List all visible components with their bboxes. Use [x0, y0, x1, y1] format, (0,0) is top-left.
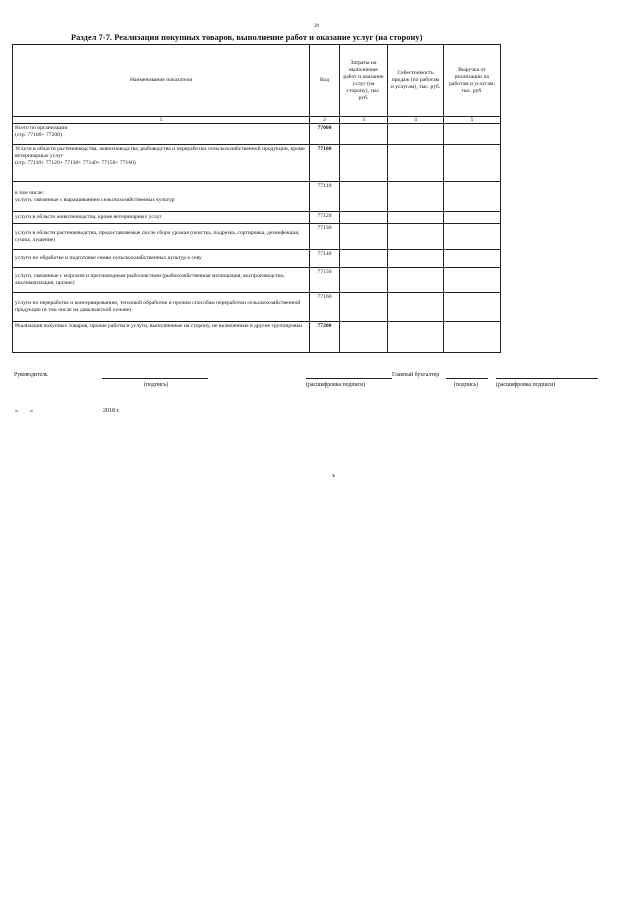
row-code: 77140 [310, 250, 340, 268]
costs-cell[interactable] [340, 124, 388, 145]
cost-of-sales-cell[interactable] [388, 145, 444, 182]
row-name: Услуги в области растениеводства, животноводства, рыбоводства и переработки сельскохозяйственной продукции, кроме ветеринарных услуг (стр. 77110+ 77120+ 77130+ 77140+ 77150+ 77160) [13, 145, 310, 182]
cost-of-sales-cell[interactable] [388, 182, 444, 212]
section-title: Раздел 7-7. Реализация покупных товаров, выполнение работ и оказание услуг (на сторону) [71, 33, 423, 42]
row-code: 77000 [310, 124, 340, 145]
table-row [13, 293, 501, 322]
chief-accountant-label: Главный бухгалтер [392, 372, 440, 378]
column-number: 1 [13, 117, 310, 124]
column-number-row [13, 117, 501, 124]
row-code: 77100 [310, 145, 340, 182]
revenue-cell[interactable] [444, 212, 501, 224]
costs-cell[interactable] [340, 268, 388, 293]
header-cost-of-sales: Себестоимость продаж (по работам и услугам), тыс. руб. [388, 45, 444, 117]
table-row [13, 268, 501, 293]
costs-cell[interactable] [340, 224, 388, 250]
date-year: 2018 г. [103, 408, 120, 414]
header-costs: Затраты на выполнение работ и оказание услуг (на сторону), тыс. руб. [340, 45, 388, 117]
row-name: в том числе: услуги, связанные с выращиванием сельскохозяйственных культур [13, 182, 310, 212]
table-header-row [13, 45, 501, 117]
report-table [12, 44, 501, 353]
revenue-cell[interactable] [444, 268, 501, 293]
costs-cell[interactable] [340, 322, 388, 353]
costs-cell[interactable] [340, 182, 388, 212]
table-row [13, 212, 501, 224]
accountant-decoding-caption: (расшифровка подписи) [496, 382, 556, 388]
column-number: 2 [310, 117, 340, 124]
cost-of-sales-cell[interactable] [388, 293, 444, 322]
cost-of-sales-cell[interactable] [388, 250, 444, 268]
header-name: Наименование показателя [13, 45, 310, 117]
head-label: Руководитель [14, 372, 48, 378]
table-row [13, 182, 501, 212]
table-row [13, 322, 501, 353]
cost-of-sales-cell[interactable] [388, 212, 444, 224]
costs-cell[interactable] [340, 293, 388, 322]
head-decoding-line[interactable] [306, 372, 392, 379]
revenue-cell[interactable] [444, 250, 501, 268]
row-name: Реализация покупных товаров, прочие работы и услуги, выполненные на сторону, не включенные в другие группировки [13, 322, 310, 353]
row-code: 77110 [310, 182, 340, 212]
accountant-signature-line[interactable] [446, 372, 488, 379]
row-code: 77130 [310, 224, 340, 250]
row-code: 77120 [310, 212, 340, 224]
stray-mark: ъ [332, 473, 336, 479]
column-number: 3 [340, 117, 388, 124]
cost-of-sales-cell[interactable] [388, 124, 444, 145]
page-number: 20 [314, 24, 319, 29]
row-code: 77150 [310, 268, 340, 293]
revenue-cell[interactable] [444, 322, 501, 353]
revenue-cell[interactable] [444, 293, 501, 322]
revenue-cell[interactable] [444, 124, 501, 145]
revenue-cell[interactable] [444, 145, 501, 182]
row-name: Всего по организации (стр. 77100+ 77200) [13, 124, 310, 145]
table-row [13, 145, 501, 182]
row-name: услуги, связанные с морским и пресноводным рыболовством (рыбохозяйственная мелиорация, воспроизводство, акклиматизация, прочие) [13, 268, 310, 293]
cost-of-sales-cell[interactable] [388, 268, 444, 293]
row-code: 77200 [310, 322, 340, 353]
row-name: услуги в области животноводства, кроме ветеринарных услуг [13, 212, 310, 224]
table-row [13, 224, 501, 250]
date-quote-close: » [30, 408, 33, 414]
column-number: 4 [388, 117, 444, 124]
costs-cell[interactable] [340, 212, 388, 224]
head-signature-caption: (подпись) [144, 382, 169, 388]
head-signature-line[interactable] [102, 372, 208, 379]
revenue-cell[interactable] [444, 224, 501, 250]
row-name: услуги по обработке и подготовке семян сельскохозяйственных культур к севу [13, 250, 310, 268]
header-revenue: Выручка от реализации по работам и услугам, тыс. руб. [444, 45, 501, 117]
column-number: 5 [444, 117, 501, 124]
head-decoding-caption: (расшифровка подписи) [306, 382, 366, 388]
accountant-decoding-line[interactable] [496, 372, 598, 379]
table-row [13, 250, 501, 268]
costs-cell[interactable] [340, 250, 388, 268]
table-row [13, 124, 501, 145]
costs-cell[interactable] [340, 145, 388, 182]
date-quote-open: « [15, 408, 18, 414]
cost-of-sales-cell[interactable] [388, 224, 444, 250]
cost-of-sales-cell[interactable] [388, 322, 444, 353]
revenue-cell[interactable] [444, 182, 501, 212]
row-name: услуги по переработке и консервированию, тепловой обработке и прочим способам переработки сельскохозяйственной продукции (в том числе на давальческой основе) [13, 293, 310, 322]
accountant-signature-caption: (подпись) [454, 382, 479, 388]
row-code: 77160 [310, 293, 340, 322]
header-code: Код [310, 45, 340, 117]
row-name: услуги в области растениеводства, предоставляемые после сбора урожая (очистка, подрезка, сортировка, дезинфекция, сушка, лущение) [13, 224, 310, 250]
